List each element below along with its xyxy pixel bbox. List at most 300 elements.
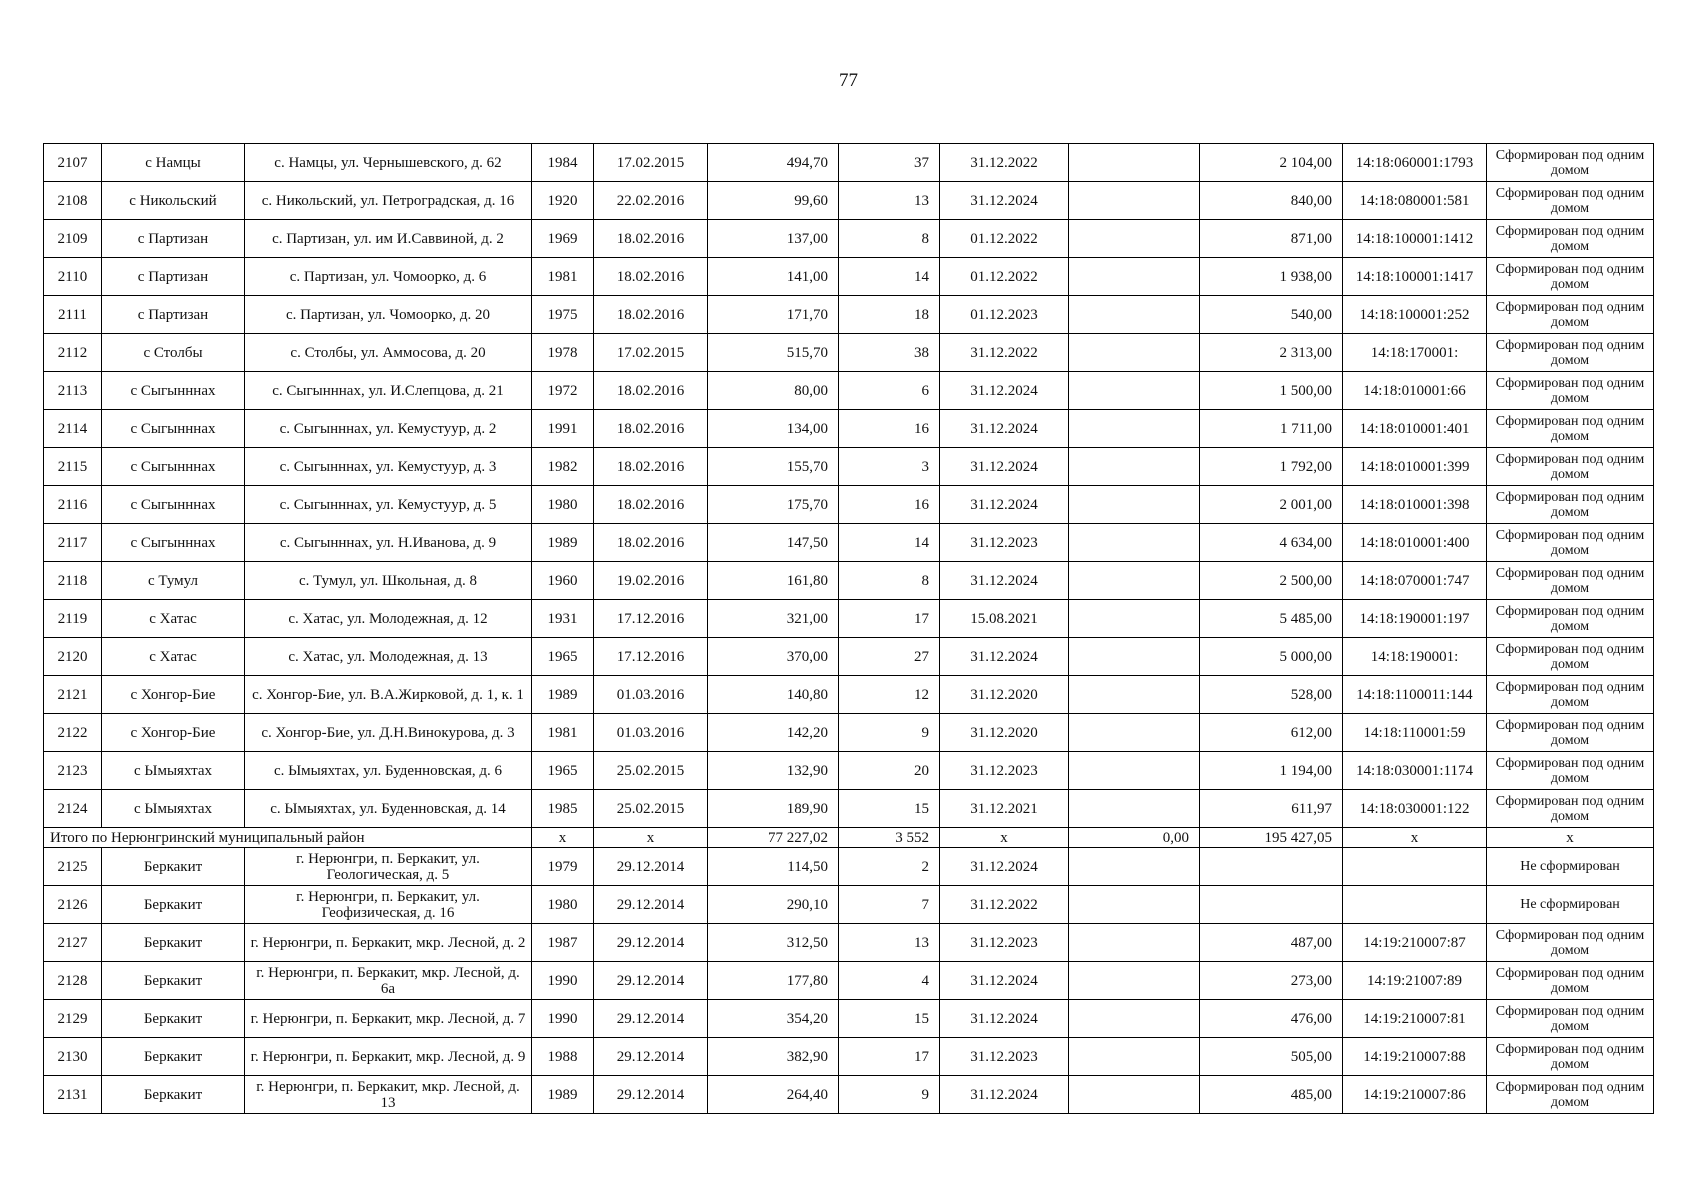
cell-land-status: Сформирован под одним домом xyxy=(1487,1000,1654,1038)
cell-resettlement-deadline: 31.12.2021 xyxy=(940,790,1069,828)
cell-residents: 8 xyxy=(839,562,940,600)
cell-recognition-date: 22.02.2016 xyxy=(594,182,708,220)
cell-land-status: Сформирован под одним домом xyxy=(1487,524,1654,562)
cell-area: 80,00 xyxy=(708,372,839,410)
cell-row-number: 2121 xyxy=(44,676,102,714)
cell-year-built: 1981 xyxy=(532,258,594,296)
cell-row-number: 2113 xyxy=(44,372,102,410)
total-col9: 0,00 xyxy=(1069,828,1200,848)
cell-col9 xyxy=(1069,486,1200,524)
cell-residents: 8 xyxy=(839,220,940,258)
cell-row-number: 2117 xyxy=(44,524,102,562)
cell-cadastral-number: 14:18:010001:400 xyxy=(1343,524,1487,562)
cell-recognition-date: 19.02.2016 xyxy=(594,562,708,600)
cell-row-number: 2125 xyxy=(44,848,102,886)
cell-year-built: 1975 xyxy=(532,296,594,334)
cell-year-built: 1931 xyxy=(532,600,594,638)
cell-area: 321,00 xyxy=(708,600,839,638)
cell-address: с. Партизан, ул. Чомоорко, д. 20 xyxy=(245,296,532,334)
cell-resettlement-deadline: 01.12.2022 xyxy=(940,220,1069,258)
table-row xyxy=(44,1038,1654,1076)
cell-row-number: 2131 xyxy=(44,1076,102,1114)
cell-land-status: Сформирован под одним домом xyxy=(1487,372,1654,410)
cell-settlement: с Партизан xyxy=(102,296,245,334)
cell-row-number: 2107 xyxy=(44,144,102,182)
cell-land-area: 505,00 xyxy=(1200,1038,1343,1076)
cell-land-area: 611,97 xyxy=(1200,790,1343,828)
table-row xyxy=(44,486,1654,524)
cell-address: с. Сыгынннах, ул. Кемустуур, д. 5 xyxy=(245,486,532,524)
cell-resettlement-deadline: 31.12.2024 xyxy=(940,848,1069,886)
cell-year-built: 1982 xyxy=(532,448,594,486)
cell-row-number: 2123 xyxy=(44,752,102,790)
cell-land-area: 871,00 xyxy=(1200,220,1343,258)
cell-row-number: 2124 xyxy=(44,790,102,828)
cell-recognition-date: 18.02.2016 xyxy=(594,220,708,258)
cell-settlement: с Сыгынннах xyxy=(102,410,245,448)
cell-recognition-date: 18.02.2016 xyxy=(594,410,708,448)
cell-col9 xyxy=(1069,562,1200,600)
cell-area: 264,40 xyxy=(708,1076,839,1114)
cell-row-number: 2111 xyxy=(44,296,102,334)
cell-year-built: 1990 xyxy=(532,962,594,1000)
cell-recognition-date: 29.12.2014 xyxy=(594,1038,708,1076)
cell-settlement: с Хатас xyxy=(102,600,245,638)
cell-land-area: 2 500,00 xyxy=(1200,562,1343,600)
housing-registry-table xyxy=(43,143,1654,1114)
cell-cadastral-number: 14:18:190001:197 xyxy=(1343,600,1487,638)
cell-land-area: 1 792,00 xyxy=(1200,448,1343,486)
table-row xyxy=(44,676,1654,714)
cell-resettlement-deadline: 31.12.2024 xyxy=(940,182,1069,220)
cell-land-area: 1 500,00 xyxy=(1200,372,1343,410)
cell-cadastral-number: 14:19:210007:88 xyxy=(1343,1038,1487,1076)
cell-land-area: 476,00 xyxy=(1200,1000,1343,1038)
table-row xyxy=(44,334,1654,372)
cell-year-built: 1965 xyxy=(532,638,594,676)
cell-residents: 13 xyxy=(839,924,940,962)
page-number: 77 xyxy=(839,70,858,91)
cell-year-built: 1980 xyxy=(532,486,594,524)
total-label: Итого по Нерюнгринский муниципальный район xyxy=(44,828,532,848)
cell-col9 xyxy=(1069,924,1200,962)
cell-row-number: 2122 xyxy=(44,714,102,752)
cell-resettlement-deadline: 31.12.2023 xyxy=(940,1038,1069,1076)
cell-address: г. Нерюнгри, п. Беркакит, мкр. Лесной, д. 13 xyxy=(245,1076,532,1114)
cell-area: 114,50 xyxy=(708,848,839,886)
cell-land-status: Не сформирован xyxy=(1487,848,1654,886)
table-row xyxy=(44,886,1654,924)
cell-land-status: Сформирован под одним домом xyxy=(1487,1038,1654,1076)
cell-area: 494,70 xyxy=(708,144,839,182)
cell-col9 xyxy=(1069,258,1200,296)
cell-residents: 37 xyxy=(839,144,940,182)
cell-row-number: 2110 xyxy=(44,258,102,296)
cell-land-status: Сформирован под одним домом xyxy=(1487,752,1654,790)
cell-resettlement-deadline: 31.12.2023 xyxy=(940,924,1069,962)
cell-area: 312,50 xyxy=(708,924,839,962)
cell-year-built: 1985 xyxy=(532,790,594,828)
cell-area: 290,10 xyxy=(708,886,839,924)
cell-address: с. Намцы, ул. Чернышевского, д. 62 xyxy=(245,144,532,182)
cell-land-status: Сформирован под одним домом xyxy=(1487,182,1654,220)
cell-resettlement-deadline: 31.12.2022 xyxy=(940,144,1069,182)
cell-land-area: 5 000,00 xyxy=(1200,638,1343,676)
table-row xyxy=(44,600,1654,638)
cell-land-status: Сформирован под одним домом xyxy=(1487,600,1654,638)
cell-row-number: 2115 xyxy=(44,448,102,486)
cell-settlement: с Намцы xyxy=(102,144,245,182)
rows-before-total xyxy=(44,144,1654,828)
total-section xyxy=(44,828,1654,848)
cell-residents: 6 xyxy=(839,372,940,410)
cell-residents: 16 xyxy=(839,486,940,524)
cell-land-area: 2 001,00 xyxy=(1200,486,1343,524)
total-area: 77 227,02 xyxy=(708,828,839,848)
cell-address: с. Сыгынннах, ул. Кемустуур, д. 3 xyxy=(245,448,532,486)
cell-address: г. Нерюнгри, п. Беркакит, мкр. Лесной, д. 6а xyxy=(245,962,532,1000)
cell-recognition-date: 17.12.2016 xyxy=(594,600,708,638)
cell-area: 142,20 xyxy=(708,714,839,752)
cell-settlement: с Хонгор-Бие xyxy=(102,714,245,752)
cell-residents: 16 xyxy=(839,410,940,448)
cell-residents: 2 xyxy=(839,848,940,886)
cell-land-status: Сформирован под одним домом xyxy=(1487,144,1654,182)
cell-cadastral-number: 14:18:070001:747 xyxy=(1343,562,1487,600)
cell-address: с. Партизан, ул. им И.Саввиной, д. 2 xyxy=(245,220,532,258)
cell-address: с. Ымыяхтах, ул. Буденновская, д. 14 xyxy=(245,790,532,828)
cell-cadastral-number: 14:19:210007:86 xyxy=(1343,1076,1487,1114)
cell-residents: 20 xyxy=(839,752,940,790)
cell-land-area: 1 938,00 xyxy=(1200,258,1343,296)
cell-land-status: Сформирован под одним домом xyxy=(1487,562,1654,600)
total-date: x xyxy=(594,828,708,848)
cell-residents: 7 xyxy=(839,886,940,924)
cell-recognition-date: 17.02.2015 xyxy=(594,334,708,372)
cell-col9 xyxy=(1069,410,1200,448)
table-row xyxy=(44,562,1654,600)
cell-settlement: Беркакит xyxy=(102,1000,245,1038)
cell-address: с. Никольский, ул. Петроградская, д. 16 xyxy=(245,182,532,220)
cell-col9 xyxy=(1069,144,1200,182)
cell-cadastral-number: 14:18:010001:66 xyxy=(1343,372,1487,410)
table-row xyxy=(44,714,1654,752)
total-cadastral: x xyxy=(1343,828,1487,848)
cell-year-built: 1960 xyxy=(532,562,594,600)
cell-resettlement-deadline: 31.12.2024 xyxy=(940,448,1069,486)
cell-col9 xyxy=(1069,600,1200,638)
cell-recognition-date: 17.12.2016 xyxy=(594,638,708,676)
cell-area: 132,90 xyxy=(708,752,839,790)
table-row xyxy=(44,962,1654,1000)
cell-residents: 15 xyxy=(839,1000,940,1038)
cell-col9 xyxy=(1069,638,1200,676)
cell-residents: 12 xyxy=(839,676,940,714)
cell-residents: 17 xyxy=(839,1038,940,1076)
cell-recognition-date: 29.12.2014 xyxy=(594,886,708,924)
cell-cadastral-number: 14:18:010001:398 xyxy=(1343,486,1487,524)
cell-recognition-date: 18.02.2016 xyxy=(594,296,708,334)
cell-recognition-date: 29.12.2014 xyxy=(594,848,708,886)
table-row xyxy=(44,296,1654,334)
cell-area: 515,70 xyxy=(708,334,839,372)
cell-land-area: 528,00 xyxy=(1200,676,1343,714)
cell-area: 147,50 xyxy=(708,524,839,562)
cell-recognition-date: 29.12.2014 xyxy=(594,962,708,1000)
cell-settlement: Беркакит xyxy=(102,1076,245,1114)
cell-year-built: 1920 xyxy=(532,182,594,220)
cell-resettlement-deadline: 01.12.2023 xyxy=(940,296,1069,334)
cell-resettlement-deadline: 31.12.2024 xyxy=(940,562,1069,600)
cell-cadastral-number: 14:18:060001:1793 xyxy=(1343,144,1487,182)
total-residents: 3 552 xyxy=(839,828,940,848)
cell-address: г. Нерюнгри, п. Беркакит, мкр. Лесной, д. 7 xyxy=(245,1000,532,1038)
cell-settlement: с Никольский xyxy=(102,182,245,220)
cell-row-number: 2129 xyxy=(44,1000,102,1038)
cell-land-status: Сформирован под одним домом xyxy=(1487,334,1654,372)
total-row xyxy=(44,828,1654,848)
cell-address: с. Тумул, ул. Школьная, д. 8 xyxy=(245,562,532,600)
cell-col9 xyxy=(1069,334,1200,372)
cell-land-area: 1 194,00 xyxy=(1200,752,1343,790)
table-row xyxy=(44,924,1654,962)
rows-after-total xyxy=(44,848,1654,1114)
cell-resettlement-deadline: 31.12.2024 xyxy=(940,1000,1069,1038)
cell-settlement: Беркакит xyxy=(102,1038,245,1076)
cell-resettlement-deadline: 31.12.2024 xyxy=(940,1076,1069,1114)
cell-settlement: с Хатас xyxy=(102,638,245,676)
cell-col9 xyxy=(1069,1038,1200,1076)
cell-year-built: 1991 xyxy=(532,410,594,448)
cell-area: 99,60 xyxy=(708,182,839,220)
cell-area: 134,00 xyxy=(708,410,839,448)
cell-land-area: 273,00 xyxy=(1200,962,1343,1000)
cell-col9 xyxy=(1069,886,1200,924)
cell-cadastral-number: 14:18:100001:1417 xyxy=(1343,258,1487,296)
cell-settlement: с Тумул xyxy=(102,562,245,600)
table-row xyxy=(44,752,1654,790)
cell-year-built: 1965 xyxy=(532,752,594,790)
cell-recognition-date: 25.02.2015 xyxy=(594,790,708,828)
cell-address: г. Нерюнгри, п. Беркакит, ул. Геофизическая, д. 16 xyxy=(245,886,532,924)
cell-recognition-date: 17.02.2015 xyxy=(594,144,708,182)
cell-settlement: с Ымыяхтах xyxy=(102,752,245,790)
cell-land-status: Сформирован под одним домом xyxy=(1487,486,1654,524)
cell-col9 xyxy=(1069,524,1200,562)
cell-settlement: с Сыгынннах xyxy=(102,448,245,486)
cell-settlement: с Столбы xyxy=(102,334,245,372)
cell-address: г. Нерюнгри, п. Беркакит, ул. Геологическая, д. 5 xyxy=(245,848,532,886)
cell-col9 xyxy=(1069,962,1200,1000)
cell-cadastral-number xyxy=(1343,886,1487,924)
cell-col9 xyxy=(1069,676,1200,714)
total-deadline: x xyxy=(940,828,1069,848)
cell-col9 xyxy=(1069,448,1200,486)
cell-area: 137,00 xyxy=(708,220,839,258)
cell-resettlement-deadline: 31.12.2024 xyxy=(940,410,1069,448)
cell-recognition-date: 29.12.2014 xyxy=(594,1076,708,1114)
table-row xyxy=(44,220,1654,258)
cell-address: г. Нерюнгри, п. Беркакит, мкр. Лесной, д. 2 xyxy=(245,924,532,962)
cell-settlement: с Сыгынннах xyxy=(102,486,245,524)
cell-row-number: 2127 xyxy=(44,924,102,962)
cell-year-built: 1981 xyxy=(532,714,594,752)
cell-settlement: с Партизан xyxy=(102,258,245,296)
cell-land-area: 540,00 xyxy=(1200,296,1343,334)
cell-row-number: 2120 xyxy=(44,638,102,676)
table-row xyxy=(44,1000,1654,1038)
cell-residents: 9 xyxy=(839,1076,940,1114)
cell-settlement: с Ымыяхтах xyxy=(102,790,245,828)
cell-area: 382,90 xyxy=(708,1038,839,1076)
cell-cadastral-number xyxy=(1343,848,1487,886)
cell-recognition-date: 25.02.2015 xyxy=(594,752,708,790)
cell-cadastral-number: 14:18:110001:59 xyxy=(1343,714,1487,752)
cell-cadastral-number: 14:18:030001:1174 xyxy=(1343,752,1487,790)
cell-settlement: с Партизан xyxy=(102,220,245,258)
cell-col9 xyxy=(1069,714,1200,752)
cell-address: с. Ымыяхтах, ул. Буденновская, д. 6 xyxy=(245,752,532,790)
table-row xyxy=(44,144,1654,182)
cell-land-status: Сформирован под одним домом xyxy=(1487,296,1654,334)
cell-col9 xyxy=(1069,752,1200,790)
cell-recognition-date: 29.12.2014 xyxy=(594,1000,708,1038)
cell-area: 141,00 xyxy=(708,258,839,296)
cell-recognition-date: 18.02.2016 xyxy=(594,524,708,562)
cell-cadastral-number: 14:18:080001:581 xyxy=(1343,182,1487,220)
cell-cadastral-number: 14:18:190001: xyxy=(1343,638,1487,676)
cell-settlement: с Хонгор-Бие xyxy=(102,676,245,714)
cell-land-status: Сформирован под одним домом xyxy=(1487,714,1654,752)
cell-area: 155,70 xyxy=(708,448,839,486)
cell-resettlement-deadline: 31.12.2020 xyxy=(940,676,1069,714)
cell-area: 140,80 xyxy=(708,676,839,714)
cell-residents: 38 xyxy=(839,334,940,372)
cell-land-status: Сформирован под одним домом xyxy=(1487,676,1654,714)
cell-col9 xyxy=(1069,296,1200,334)
cell-settlement: Беркакит xyxy=(102,924,245,962)
cell-residents: 27 xyxy=(839,638,940,676)
cell-cadastral-number: 14:18:100001:252 xyxy=(1343,296,1487,334)
cell-land-area: 485,00 xyxy=(1200,1076,1343,1114)
total-status: x xyxy=(1487,828,1654,848)
cell-settlement: Беркакит xyxy=(102,848,245,886)
cell-row-number: 2116 xyxy=(44,486,102,524)
cell-residents: 4 xyxy=(839,962,940,1000)
cell-settlement: с Сыгынннах xyxy=(102,372,245,410)
table-row xyxy=(44,258,1654,296)
cell-land-area xyxy=(1200,886,1343,924)
cell-land-status: Сформирован под одним домом xyxy=(1487,924,1654,962)
cell-residents: 3 xyxy=(839,448,940,486)
cell-col9 xyxy=(1069,182,1200,220)
cell-row-number: 2119 xyxy=(44,600,102,638)
cell-residents: 17 xyxy=(839,600,940,638)
cell-land-area: 2 104,00 xyxy=(1200,144,1343,182)
cell-col9 xyxy=(1069,1076,1200,1114)
cell-address: с. Хонгор-Бие, ул. Д.Н.Винокурова, д. 3 xyxy=(245,714,532,752)
cell-area: 370,00 xyxy=(708,638,839,676)
cell-col9 xyxy=(1069,372,1200,410)
cell-row-number: 2114 xyxy=(44,410,102,448)
cell-year-built: 1978 xyxy=(532,334,594,372)
cell-address: с. Столбы, ул. Аммосова, д. 20 xyxy=(245,334,532,372)
cell-cadastral-number: 14:18:010001:401 xyxy=(1343,410,1487,448)
cell-land-area: 4 634,00 xyxy=(1200,524,1343,562)
cell-settlement: Беркакит xyxy=(102,886,245,924)
cell-resettlement-deadline: 31.12.2020 xyxy=(940,714,1069,752)
cell-land-area: 2 313,00 xyxy=(1200,334,1343,372)
cell-resettlement-deadline: 01.12.2022 xyxy=(940,258,1069,296)
table-row xyxy=(44,524,1654,562)
cell-area: 189,90 xyxy=(708,790,839,828)
cell-address: с. Хонгор-Бие, ул. В.А.Жирковой, д. 1, к. 1 xyxy=(245,676,532,714)
cell-resettlement-deadline: 15.08.2021 xyxy=(940,600,1069,638)
cell-residents: 15 xyxy=(839,790,940,828)
cell-cadastral-number: 14:18:100001:1412 xyxy=(1343,220,1487,258)
cell-address: с. Сыгынннах, ул. И.Слепцова, д. 21 xyxy=(245,372,532,410)
cell-year-built: 1987 xyxy=(532,924,594,962)
cell-land-area xyxy=(1200,848,1343,886)
cell-land-area: 487,00 xyxy=(1200,924,1343,962)
cell-address: с. Партизан, ул. Чомоорко, д. 6 xyxy=(245,258,532,296)
cell-land-area: 1 711,00 xyxy=(1200,410,1343,448)
cell-residents: 18 xyxy=(839,296,940,334)
table-row xyxy=(44,1076,1654,1114)
cell-cadastral-number: 14:19:21007:89 xyxy=(1343,962,1487,1000)
table-row xyxy=(44,448,1654,486)
cell-resettlement-deadline: 31.12.2024 xyxy=(940,486,1069,524)
cell-year-built: 1988 xyxy=(532,1038,594,1076)
cell-residents: 13 xyxy=(839,182,940,220)
cell-address: с. Хатас, ул. Молодежная, д. 13 xyxy=(245,638,532,676)
cell-resettlement-deadline: 31.12.2022 xyxy=(940,334,1069,372)
table-row xyxy=(44,410,1654,448)
table-row xyxy=(44,372,1654,410)
cell-col9 xyxy=(1069,1000,1200,1038)
cell-address: с. Сыгынннах, ул. Н.Иванова, д. 9 xyxy=(245,524,532,562)
cell-cadastral-number: 14:19:210007:87 xyxy=(1343,924,1487,962)
cell-land-status: Сформирован под одним домом xyxy=(1487,1076,1654,1114)
cell-row-number: 2109 xyxy=(44,220,102,258)
cell-cadastral-number: 14:18:010001:399 xyxy=(1343,448,1487,486)
cell-year-built: 1989 xyxy=(532,1076,594,1114)
cell-year-built: 1990 xyxy=(532,1000,594,1038)
cell-area: 175,70 xyxy=(708,486,839,524)
cell-year-built: 1989 xyxy=(532,676,594,714)
cell-area: 177,80 xyxy=(708,962,839,1000)
cell-address: г. Нерюнгри, п. Беркакит, мкр. Лесной, д. 9 xyxy=(245,1038,532,1076)
cell-col9 xyxy=(1069,848,1200,886)
cell-resettlement-deadline: 31.12.2024 xyxy=(940,372,1069,410)
cell-recognition-date: 29.12.2014 xyxy=(594,924,708,962)
cell-row-number: 2130 xyxy=(44,1038,102,1076)
cell-col9 xyxy=(1069,220,1200,258)
total-land-area: 195 427,05 xyxy=(1200,828,1343,848)
cell-area: 354,20 xyxy=(708,1000,839,1038)
cell-land-status: Сформирован под одним домом xyxy=(1487,258,1654,296)
cell-land-status: Сформирован под одним домом xyxy=(1487,962,1654,1000)
cell-residents: 14 xyxy=(839,524,940,562)
cell-recognition-date: 01.03.2016 xyxy=(594,676,708,714)
cell-land-status: Сформирован под одним домом xyxy=(1487,220,1654,258)
cell-cadastral-number: 14:18:1100011:144 xyxy=(1343,676,1487,714)
cell-land-status: Сформирован под одним домом xyxy=(1487,638,1654,676)
cell-resettlement-deadline: 31.12.2022 xyxy=(940,886,1069,924)
cell-row-number: 2118 xyxy=(44,562,102,600)
cell-resettlement-deadline: 31.12.2023 xyxy=(940,752,1069,790)
cell-cadastral-number: 14:18:170001: xyxy=(1343,334,1487,372)
